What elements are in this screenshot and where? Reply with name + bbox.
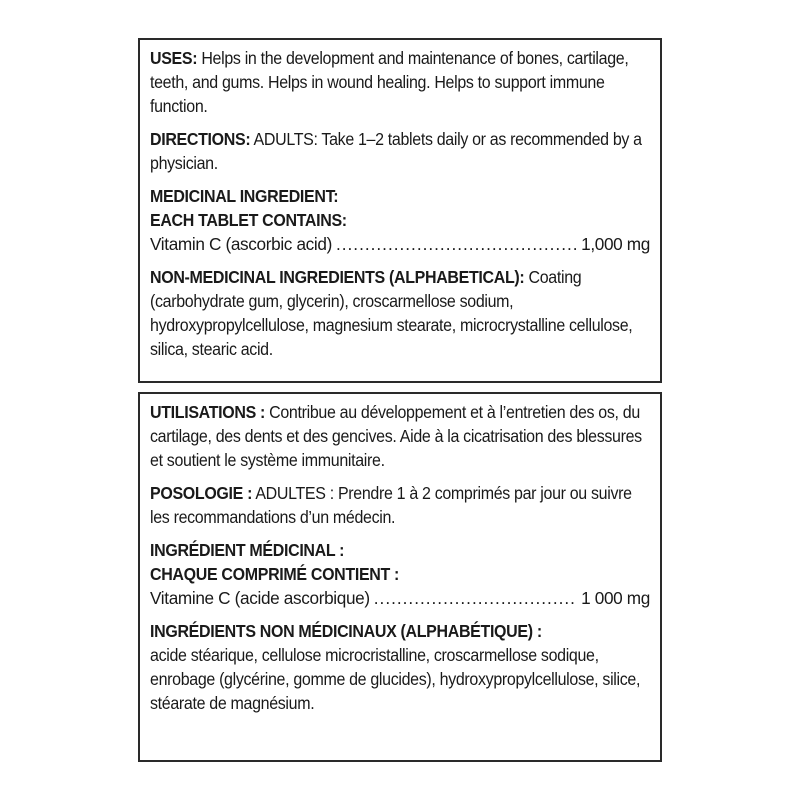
each-tablet-contains-label: EACH TABLET CONTAINS:	[150, 210, 347, 230]
non-medicinal-label: NON-MEDICINAL INGREDIENTS (ALPHABETICAL):	[150, 267, 525, 287]
french-label-panel	[138, 392, 662, 762]
ingredient-row-fr	[150, 586, 650, 610]
english-label-panel	[138, 38, 662, 383]
utilisations-label: UTILISATIONS :	[150, 402, 266, 422]
non-medicinaux-text: acide stéarique, cellulose microcristalline, croscarmellose sodique, enrobage (glycérine, gomme de glucides), hydroxypropylcellulose, silice, stéarate de magnésium.	[150, 645, 641, 713]
directions-section	[150, 127, 652, 175]
non-medicinaux-label: INGRÉDIENTS NON MÉDICINAUX (ALPHABÉTIQUE) :	[150, 621, 542, 641]
posologie-section	[150, 481, 652, 529]
posologie-label: POSOLOGIE :	[150, 483, 253, 503]
non-medicinal-text: Coating (carbohydrate gum, glycerin), croscarmellose sodium, hydroxypropylcellulose, magnesium stearate, microcrystalline cellulose, silica, stearic acid.	[150, 267, 633, 359]
utilisations-section	[150, 400, 652, 472]
medicinal-ingredient-label: MEDICINAL INGREDIENT:	[150, 186, 339, 206]
uses-label: USES:	[150, 48, 198, 68]
ingredient-amount-fr: 1 000 mg	[581, 588, 650, 608]
uses-section	[150, 46, 652, 118]
ingredient-medicinal-heading	[150, 538, 652, 586]
ingredient-name-fr: Vitamine C (acide ascorbique)	[150, 588, 370, 608]
non-medicinaux-section	[150, 619, 652, 715]
dot-leader-fr	[374, 586, 577, 610]
ingredient-medicinal-label: INGRÉDIENT MÉDICINAL :	[150, 540, 345, 560]
ingredient-name: Vitamin C (ascorbic acid)	[150, 234, 332, 254]
non-medicinal-section	[150, 265, 652, 361]
uses-text: Helps in the development and maintenance of bones, cartilage, teeth, and gums. Helps in wound healing. Helps to support immune function.	[150, 48, 629, 116]
directions-label: DIRECTIONS:	[150, 129, 251, 149]
posologie-text: ADULTES : Prendre 1 à 2 comprimés par jour ou suivre les recommandations d’un médecin.	[150, 483, 632, 527]
ingredient-row	[150, 232, 650, 256]
utilisations-text: Contribue au développement et à l’entretien des os, du cartilage, des dents et des gencives. Aide à la cicatrisation des blessures et soutient le système immunitaire.	[150, 402, 642, 470]
medicinal-ingredient-heading	[150, 184, 652, 232]
chaque-comprime-contient-label: CHAQUE COMPRIMÉ CONTIENT :	[150, 564, 400, 584]
dot-leader	[336, 232, 577, 256]
ingredient-amount: 1,000 mg	[581, 234, 650, 254]
directions-text: ADULTS: Take 1–2 tablets daily or as recommended by a physician.	[150, 129, 642, 173]
